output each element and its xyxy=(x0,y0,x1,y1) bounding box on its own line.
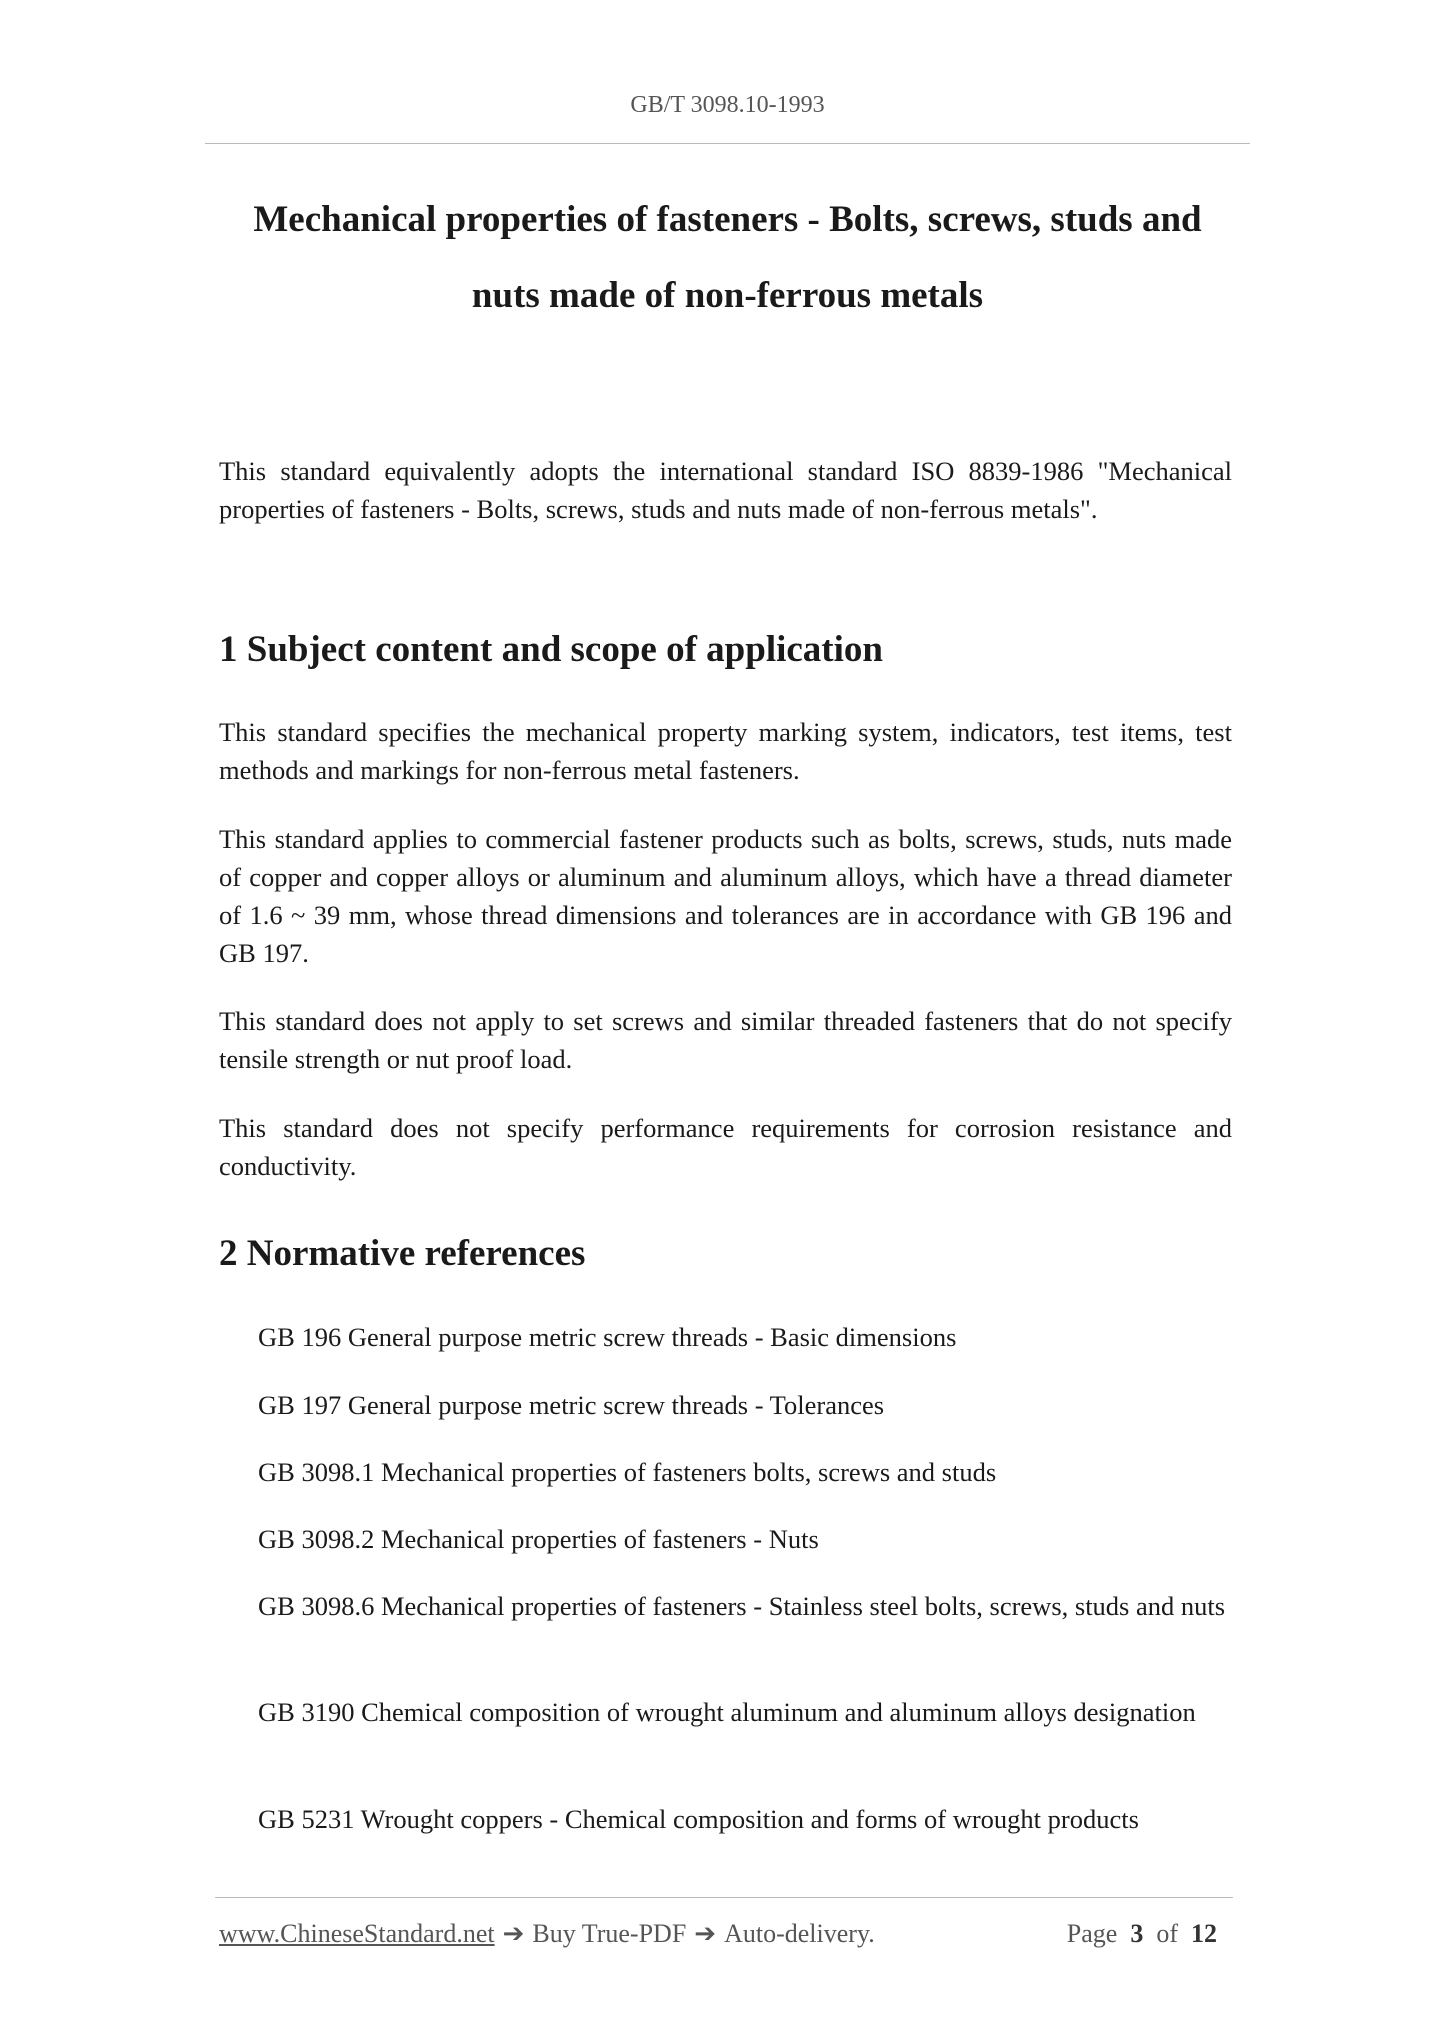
page-of-label: of xyxy=(1156,1919,1178,1948)
reference-item: GB 3098.6 Mechanical properties of fasteners - Stainless steel bolts, screws, studs and nuts xyxy=(258,1591,1226,1621)
section-1-paragraph: This standard does not apply to set screws and similar threaded fasteners that do not specify tensile strength or nut proof load. xyxy=(219,1006,1232,1074)
arrow-right-icon: ➔ xyxy=(502,1919,525,1948)
page-indicator xyxy=(1067,1919,1217,1949)
reference-item: GB 3190 Chemical composition of wrought aluminum and aluminum alloys designation xyxy=(258,1697,1196,1727)
section-1-heading: 1 Subject content and scope of application xyxy=(219,629,883,670)
document-title xyxy=(205,182,1250,334)
reference-item: GB 5231 Wrought coppers - Chemical composition and forms of wrought products xyxy=(258,1804,1139,1834)
auto-delivery-text: Auto-delivery. xyxy=(724,1919,875,1948)
page-total: 12 xyxy=(1191,1919,1217,1948)
document-title-line-1: Mechanical properties of fasteners - Bolts, screws, studs and xyxy=(253,199,1202,240)
reference-item: GB 197 General purpose metric screw threads - Tolerances xyxy=(258,1390,885,1420)
footer-divider xyxy=(215,1897,1233,1898)
document-title-line-2: nuts made of non-ferrous metals xyxy=(471,275,984,316)
header-divider xyxy=(205,143,1250,144)
page-header: GB/T 3098.10-1993 xyxy=(630,92,825,118)
reference-item: GB 196 General purpose metric screw threads - Basic dimensions xyxy=(258,1322,957,1352)
buy-true-pdf-text: Buy True-PDF xyxy=(532,1919,687,1948)
site-link[interactable]: www.ChineseStandard.net xyxy=(219,1919,495,1948)
intro-paragraph: This standard equivalently adopts the international standard ISO 8839-1986 "Mechanical properties of fasteners - Bolts, screws, studs and nuts made of non-ferrous metals". xyxy=(219,456,1232,524)
section-2-heading: 2 Normative references xyxy=(219,1233,586,1274)
section-1-paragraph: This standard applies to commercial fastener products such as bolts, screws, studs, nuts made of copper and copper alloys or aluminum and aluminum alloys, which have a thread diameter of 1.6 ~ 39 mm, whose thread dimensions and tolerances are in accordance with GB 196 and GB 197. xyxy=(219,824,1232,968)
page-label: Page xyxy=(1066,1919,1118,1948)
reference-item: GB 3098.1 Mechanical properties of fasteners bolts, screws and studs xyxy=(258,1457,997,1487)
footer-promo xyxy=(219,1919,875,1949)
section-1-paragraph: This standard specifies the mechanical property marking system, indicators, test items, test methods and markings for non-ferrous metal fasteners. xyxy=(219,717,1232,785)
reference-item: GB 3098.2 Mechanical properties of fasteners - Nuts xyxy=(258,1524,819,1554)
page-current: 3 xyxy=(1130,1919,1144,1948)
section-1-paragraph: This standard does not specify performance requirements for corrosion resistance and conductivity. xyxy=(219,1113,1232,1181)
arrow-right-icon: ➔ xyxy=(694,1919,717,1948)
